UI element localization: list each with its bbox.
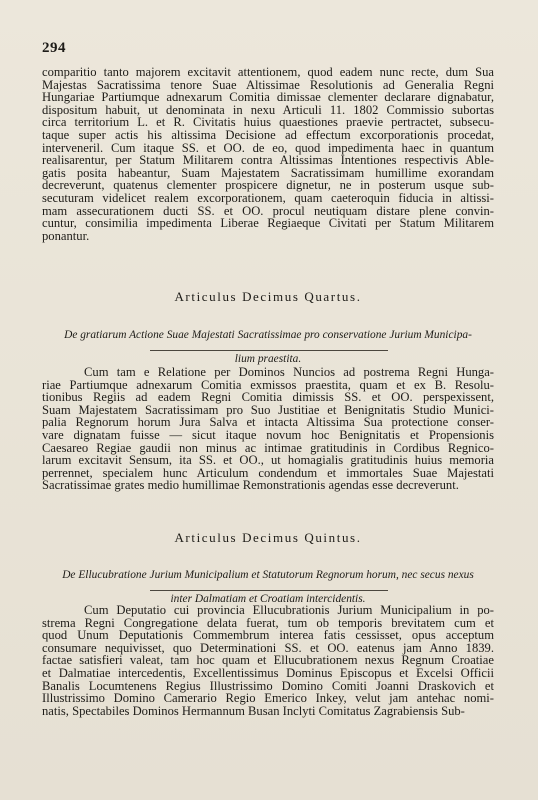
text-line: et Dalmatiae intercedentis, Excellentissimus Dominus Episcopus et Excelsi Officii bbox=[42, 665, 494, 680]
text-line: consumare nequivisset, quo Determinationi SS. et OO. eatenus jam Anno 1839. bbox=[42, 640, 494, 655]
article-14-heading: Articulus Decimus Quartus. bbox=[174, 289, 362, 304]
text-line: Cum tam e Relatione per Dominos Nuncios ad postrema Regni Hunga- bbox=[84, 365, 494, 379]
text-line: circa territorium L. et R. Civitatis huius quaestiones praevie pertractet, subsecu- bbox=[42, 115, 494, 130]
article-14-paragraph bbox=[42, 366, 494, 492]
text-line: taque super actis his altissima Decisione ad effectum excorporationis procedat, bbox=[42, 127, 494, 142]
text-line: Hungariae Partiumque adnexarum Comitia dimissae clementer declarare dignabatur, bbox=[42, 90, 494, 105]
text-line: Caesareo Regiae gaudii non minus ac intimae gratitudinis in Cordibus Regnico- bbox=[42, 440, 494, 455]
text-line: Sacratissimae grates medio humillimae Remonstrationis agendas esse decreverunt. bbox=[42, 478, 459, 493]
text-line: Suam Majestatem Sacratissimam pro Suo Justitiae et Benignitatis Studio Munici- bbox=[42, 402, 494, 417]
text-line: Majestas Sacratissima tenore Suae Altissimae Resolutionis ad Generalia Regni bbox=[42, 77, 494, 92]
text-line: gatis posita habeantur, Suam Majestatem Sacratissimam humillime exorandam bbox=[42, 165, 494, 180]
text-line: vare dignatam fuisse — sicut itaque novum hoc Benignitatis et Propensionis bbox=[42, 427, 494, 442]
text-line: larum excitavit Sensum, ita SS. et OO., ut homagialis gratitudinis huius memoria bbox=[42, 453, 494, 468]
text-line: cuntur, consimilia impedimenta Liberae Regiaeque Civitati per Statum Militarem bbox=[42, 216, 494, 231]
text-line: decreverunt, quatenus clementer prospicere dignetur, ne in posterum usque sub- bbox=[42, 178, 494, 193]
text-line: strema Regni Congregatione delata fuerat, tum ob temporis brevitatem cum et bbox=[42, 615, 494, 630]
text-line: natis, Spectabiles Dominos Hermannum Busan Inclyti Comitatus Zagrabiensis Sub- bbox=[42, 703, 465, 718]
text-line: dispositum habuit, ut denominata in nexu Articuli 11. 1802 Commissio subortas bbox=[42, 102, 494, 117]
subtitle-line: inter Dalmatiam et Croatiam intercidentis. bbox=[170, 593, 366, 606]
text-line: riae Partiumque adnexarum Comitia exmissos praestita, quam et ex B. Resolu- bbox=[42, 377, 494, 392]
top-paragraph bbox=[42, 66, 494, 242]
subtitle-line: De Ellucubratione Jurium Municipalium et Statutorum Regnorum horum, nec secus nexus bbox=[62, 569, 474, 582]
subtitle-line: lium praestita. bbox=[234, 353, 302, 366]
text-line: Cum Deputatio cui provincia Ellucubrationis Jurium Municipalium in po- bbox=[84, 603, 494, 617]
text-line: ponantur. bbox=[42, 228, 90, 243]
article-15-paragraph bbox=[42, 604, 494, 717]
text-line: quod Unum Deputationis Commembrum interea fatis cessisset, opus acceptum bbox=[42, 628, 494, 643]
article-15-divider bbox=[150, 590, 388, 591]
article-14-divider bbox=[150, 350, 388, 351]
text-line: mam assecurationem ducti SS. et OO. procul neutiquam distare plene convin- bbox=[42, 203, 494, 218]
text-line: Illustrissimo Domino Camerario Regio Emerico Inkey, velut jam antehac nomi- bbox=[42, 691, 494, 706]
text-line: factae satisfieri valeat, tam hoc quam et Ellucubrationem nexus Regnum Croatiae bbox=[42, 653, 494, 668]
text-line: interveneril. Cum itaque SS. et OO. de eo, quod impedimenta haec in quantum bbox=[42, 140, 494, 155]
subtitle-line: De gratiarum Actione Suae Majestati Sacratissimae pro conservatione Jurium Municipa- bbox=[64, 329, 472, 342]
text-line: secuturam videlicet realem excorporationem, quam caeteroquin fiducia in altissi- bbox=[42, 190, 494, 205]
text-line: realisarentur, per Statum Militarem contra Altissimas Intentiones respectivis Able- bbox=[42, 153, 494, 168]
article-15-heading: Articulus Decimus Quintus. bbox=[174, 530, 362, 545]
text-line: perrennet, specialem hunc Articulum condendum et immortales Suae Majestati bbox=[42, 465, 494, 480]
text-line: palia Regnorum horum Jura Salva et intacta Altissima Sua protectione conser- bbox=[42, 415, 494, 430]
text-line: Banalis Locumtenens Regius Illustrissimo Domino Comiti Joanni Draskovich et bbox=[42, 678, 494, 693]
page-number: 294 bbox=[42, 40, 66, 56]
text-line: comparitio tanto majorem excitavit attentionem, quod eadem nunc recte, dum Sua bbox=[42, 65, 494, 79]
text-line: tionibus Regiis ad eadem Regni Comitia dimissis SS. et OO. perspexissent, bbox=[42, 390, 494, 405]
